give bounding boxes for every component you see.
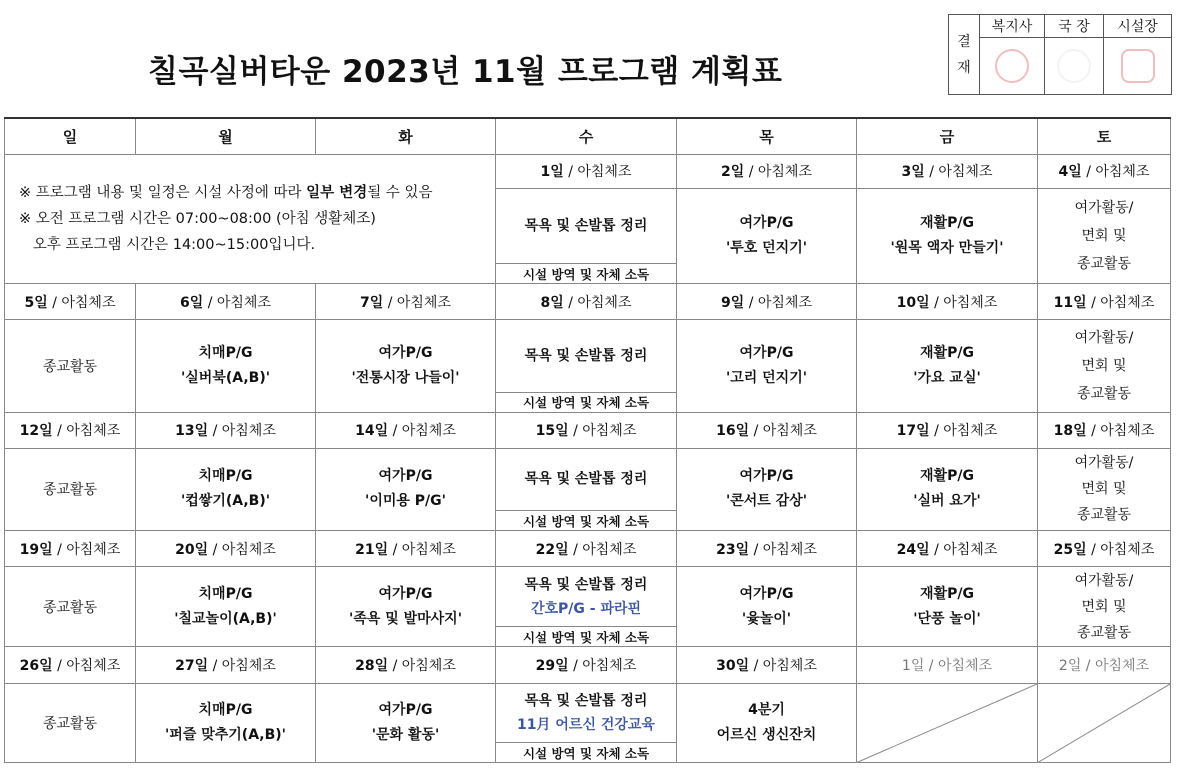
weekday-fri: 금: [857, 118, 1038, 154]
sun-program: 종교활동: [5, 320, 136, 412]
day-cell: 14일 / 아침체조: [316, 412, 496, 448]
notice-line: ※ 오전 프로그램 시간은 07:00~08:00 (아침 생활체조): [19, 210, 376, 227]
date-row-4: [5, 531, 1171, 567]
empty-cell-crossed: [857, 683, 1038, 762]
wed-program: 목욕 및 손발톱 정리 시설 방역 및 자체 소독: [496, 320, 677, 412]
date-row-2: [5, 284, 1171, 320]
thu-program: 4분기 어르신 생신잔치: [677, 683, 857, 762]
weekday-sun: 일: [5, 118, 136, 154]
day-cell-next-month: 1일 / 아침체조: [857, 647, 1038, 683]
day-cell: 9일 / 아침체조: [677, 284, 857, 320]
day-cell: 4일 / 아침체조: [1038, 154, 1171, 188]
approval-col-welfare: 복지사: [980, 15, 1045, 94]
sun-program: 종교활동: [5, 683, 136, 762]
sat-program: 여가활동/ 면회 및 종교활동: [1038, 188, 1171, 283]
sun-program: 종교활동: [5, 567, 136, 647]
tue-program: 여가P/G '족욕 및 발마사지': [316, 567, 496, 647]
day-cell: 13일 / 아침체조: [136, 412, 316, 448]
thu-program: 여가P/G '윷놀이': [677, 567, 857, 647]
page-title: 칠곡실버타운 2023년 11월 프로그램 계획표: [148, 54, 783, 90]
tue-program: 여가P/G '전통시장 나들이': [316, 320, 496, 412]
day-cell: 8일 / 아침체조: [496, 284, 677, 320]
day-cell: 18일 / 아침체조: [1038, 412, 1171, 448]
day-cell: 16일 / 아침체조: [677, 412, 857, 448]
mon-program: 치매P/G '퍼즐 맞추기(A,B)': [136, 683, 316, 762]
day-cell: 26일 / 아침체조: [5, 647, 136, 683]
day-cell: 20일 / 아침체조: [136, 531, 316, 567]
fri-program: 재활P/G '가요 교실': [857, 320, 1038, 412]
day-cell: 22일 / 아침체조: [496, 531, 677, 567]
notice-line: 오후 프로그램 시간은 14:00~15:00입니다.: [19, 236, 316, 253]
day-cell: 24일 / 아침체조: [857, 531, 1038, 567]
approval-label: 결 재: [949, 15, 980, 94]
sun-program: 종교활동: [5, 448, 136, 530]
seal-stamp: [1057, 49, 1091, 83]
day-cell: 21일 / 아침체조: [316, 531, 496, 567]
day-cell: 23일 / 아침체조: [677, 531, 857, 567]
day-cell: 12일 / 아침체조: [5, 412, 136, 448]
program-row-2: [5, 320, 1171, 412]
wed-program: 목욕 및 손발톱 정리 11月 어르신 건강교육 시설 방역 및 자체 소독: [496, 683, 677, 762]
seal-stamp: [1121, 49, 1155, 83]
day-cell: 2일 / 아침체조: [677, 154, 857, 188]
day-cell: 17일 / 아침체조: [857, 412, 1038, 448]
weekday-mon: 월: [136, 118, 316, 154]
day-cell-next-month: 2일 / 아침체조: [1038, 647, 1171, 683]
day-cell: 11일 / 아침체조: [1038, 284, 1171, 320]
notice-line: ※ 프로그램 내용 및 일정은 시설 사정에 따라 일부 변경될 수 있음: [19, 184, 433, 201]
mon-program: 치매P/G '컵쌓기(A,B)': [136, 448, 316, 530]
thu-program: 여가P/G '고리 던지기': [677, 320, 857, 412]
diagonal-line: [1038, 684, 1170, 762]
day-cell: 15일 / 아침체조: [496, 412, 677, 448]
wed-program: 목욕 및 손발톱 정리 시설 방역 및 자체 소독: [496, 188, 677, 283]
fri-program: 재활P/G '원목 액자 만들기': [857, 188, 1038, 283]
wed-program: 목욕 및 손발톱 정리 간호P/G - 파라핀 시설 방역 및 자체 소독: [496, 567, 677, 647]
day-cell: 25일 / 아침체조: [1038, 531, 1171, 567]
day-cell: 19일 / 아침체조: [5, 531, 136, 567]
weekday-header: [5, 118, 1171, 154]
day-cell: 10일 / 아침체조: [857, 284, 1038, 320]
weekday-tue: 화: [316, 118, 496, 154]
tue-program: 여가P/G '문화 활동': [316, 683, 496, 762]
program-row-4: [5, 567, 1171, 647]
approval-col-director: 국 장: [1045, 15, 1104, 94]
day-cell: 27일 / 아침체조: [136, 647, 316, 683]
tue-program: 여가P/G '이미용 P/G': [316, 448, 496, 530]
fri-program: 재활P/G '실버 요가': [857, 448, 1038, 530]
day-cell: 5일 / 아침체조: [5, 284, 136, 320]
mon-program: 치매P/G '실버북(A,B)': [136, 320, 316, 412]
weekday-thu: 목: [677, 118, 857, 154]
fri-program: 재활P/G '단풍 놀이': [857, 567, 1038, 647]
weekday-wed: 수: [496, 118, 677, 154]
thu-program: 여가P/G '콘서트 감상': [677, 448, 857, 530]
day-cell: 29일 / 아침체조: [496, 647, 677, 683]
thu-program: 여가P/G '투호 던지기': [677, 188, 857, 283]
program-row-3: [5, 448, 1171, 530]
sat-program: 여가활동/ 면회 및 종교활동: [1038, 567, 1171, 647]
notice-box: [5, 154, 496, 283]
day-cell: 28일 / 아침체조: [316, 647, 496, 683]
diagonal-line: [857, 684, 1037, 762]
wed-program: 목욕 및 손발톱 정리 시설 방역 및 자체 소독: [496, 448, 677, 530]
date-row-3: [5, 412, 1171, 448]
mon-program: 치매P/G '칠교놀이(A,B)': [136, 567, 316, 647]
day-cell: 6일 / 아침체조: [136, 284, 316, 320]
day-cell: 3일 / 아침체조: [857, 154, 1038, 188]
program-row-5: [5, 683, 1171, 762]
seal-stamp: [995, 49, 1029, 83]
program-calendar: [4, 117, 1171, 763]
day-cell: 30일 / 아침체조: [677, 647, 857, 683]
date-row-5: [5, 647, 1171, 683]
weekday-sat: 토: [1038, 118, 1171, 154]
approval-box: [948, 14, 1172, 95]
empty-cell-crossed: [1038, 683, 1171, 762]
day-cell: 1일 / 아침체조: [496, 154, 677, 188]
day-cell: 7일 / 아침체조: [316, 284, 496, 320]
sat-program: 여가활동/ 면회 및 종교활동: [1038, 448, 1171, 530]
approval-col-head: 시설장: [1104, 15, 1171, 94]
date-row-1: [5, 154, 1171, 188]
sat-program: 여가활동/ 면회 및 종교활동: [1038, 320, 1171, 412]
